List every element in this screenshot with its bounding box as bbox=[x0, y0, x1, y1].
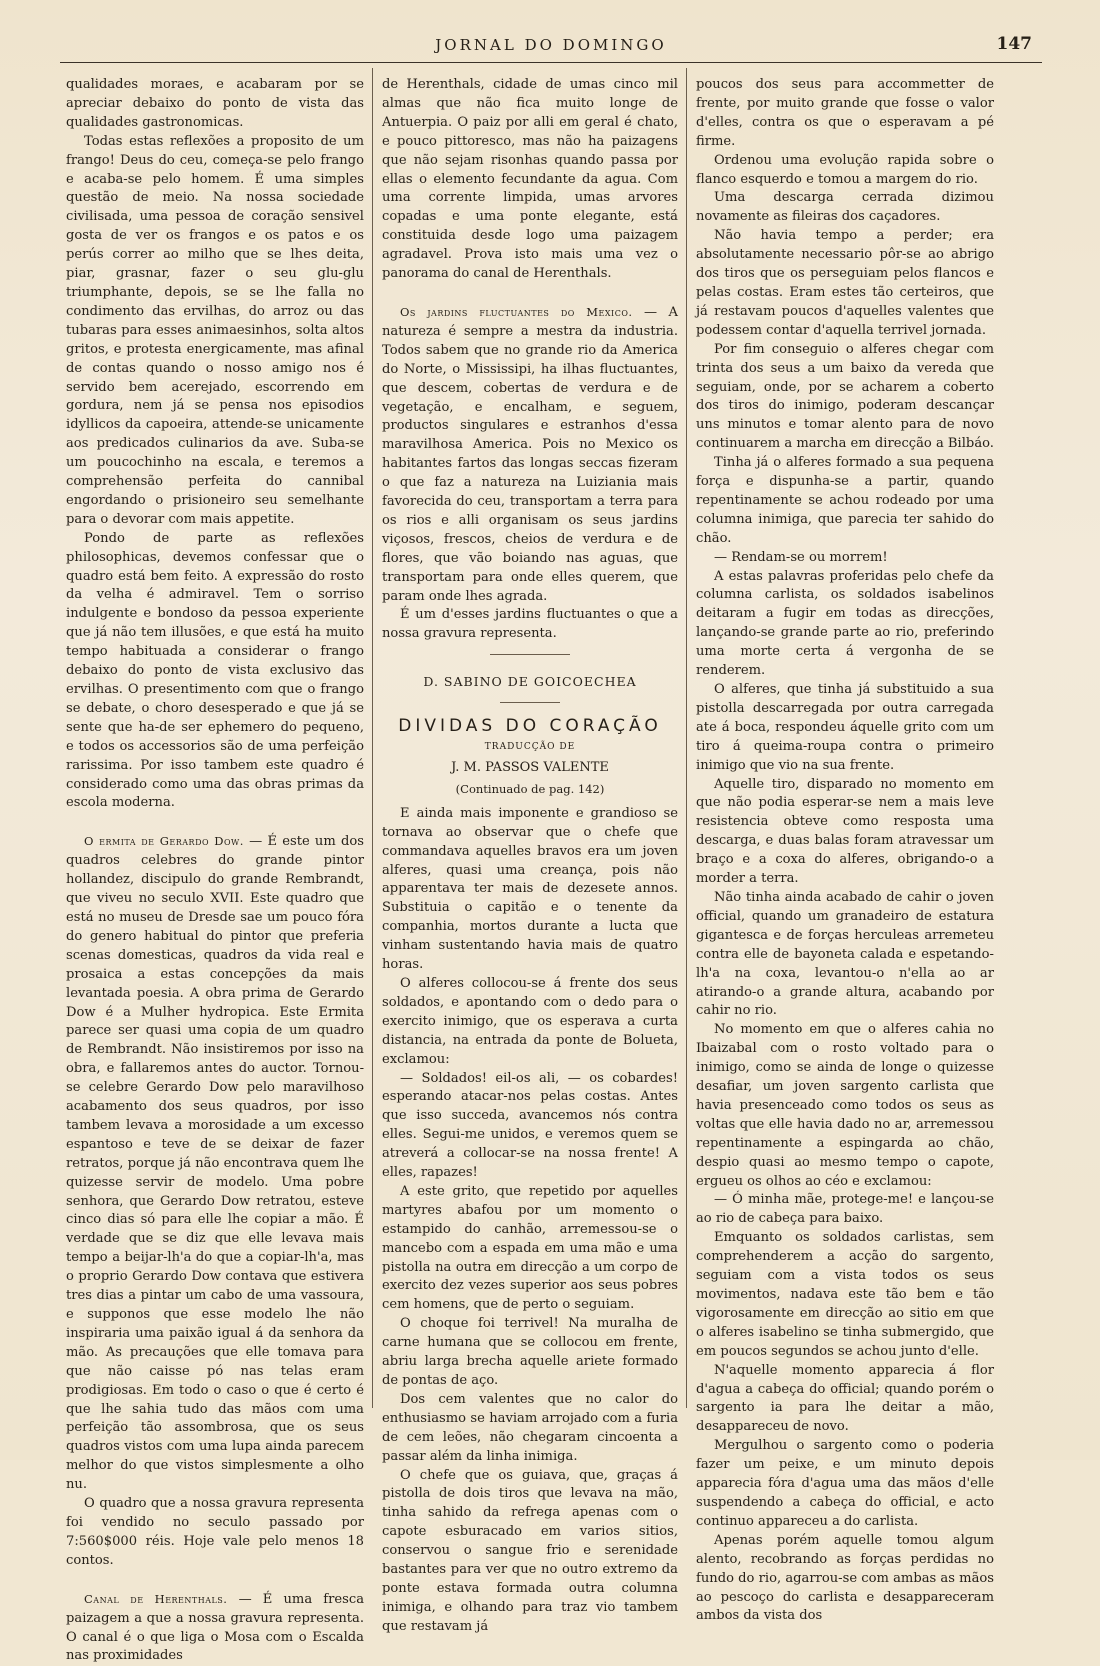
article-ermita bbox=[66, 832, 364, 1495]
article-heading: Canal de Herenthals. bbox=[84, 1591, 228, 1606]
paragraph: Mergulhou o sargento como o poderia fazer um peixe, e um minuto depois apparecia fóra d'agua uma das mãos d'elle suspendendo a cabeça do official, e acto continuo appareceu a do carlista. bbox=[696, 1438, 994, 1529]
paragraph: Não havia tempo a perder; era absolutamente necessario pôr-se ao abrigo dos tiros que os perseguiam pelos flancos e pelas costas. Eram estes tão certeiros, que já restavam poucos d'aquelles valentes que podessem contar d'aquella terrivel jornada. bbox=[696, 228, 994, 338]
story-author: D. SABINO DE GOICOECHEA bbox=[423, 674, 637, 690]
article-body: — É este um dos quadros celebres do grande pintor hollandez, discipulo do grande Rembrandt, que viveu no seculo XVII. Este quadro que está no museu de Dresde sae um pouco fóra do genero habitual do pintor que preferia scenas domesticas, quadros da vida real e prosaica a estas concepções da mais levantada poesia. A obra prima de Gerardo Dow é a Mulher hydropica. Este Ermita parece ser quasi uma copia de um quadro de Rembrandt. Não insistiremos por isso na obra, e fallaremos antes do auctor. Tornou-se celebre Gerardo Dow pelo maravilhoso acabamento dos seus quadros, por isso tambem levava a morosidade a um excesso espantoso e teve de se deixar de fazer retratos, porque já não encontrava quem lhe quizesse servir de modelo. Uma pobre senhora, que Gerardo Dow retratou, esteve cinco dias só para elle lhe copiar a mão. É verdade que se diz que elle levava mais tempo a beijar-lh'a do que a copiar-lh'a, mas o proprio Gerardo Dow contava que estivera tres dias a pintar um cabo de uma vassoura, e supponos que esse modelo lhe não inspiraria uma paixão igual á da senhora da mão. As precauções que elle tomava para que não caisse pó nas telas eram prodigiosas. Em todo o caso o que é certo é que lhe sahia tudo das mãos com uma perfeição tão assombrosa, que os seus quadros vistos com uma lupa ainda parecem melhor do que vistos simplesmente a olho nu. bbox=[66, 834, 364, 1493]
paragraph: Por fim conseguio o alferes chegar com trinta dos seus a um baixo da vereda que seguiam, onde, por se acharem a coberto dos tiros do inimigo, poderam descançar uns minutos e tomar alento para de novo continuarem a marcha em direcção a Bilbáo. bbox=[696, 341, 994, 452]
column-1 bbox=[66, 76, 364, 1666]
continued-note: (Continuado de pag. 142) bbox=[455, 781, 605, 796]
translation-label: TRADUCÇÃO DE bbox=[484, 742, 576, 753]
paragraph: qualidades moraes, e acabaram por se apreciar debaixo do ponto de vista das qualidades gastronomicas. bbox=[66, 77, 364, 130]
paragraph: Pondo de parte as reflexões philosophicas, devemos confessar que o quadro está bem feito. A expressão do rosto da velha é admiravel. Tem o sorriso indulgente e bondoso da pessoa experiente que já não tem illusões, e que está ha muito tempo habituada a considerar o frango debaixo do ponto de vista exclusivo das ervilhas. O presentimento com que o frango se debate, o choro desesperado e que já se sente que ha-de ser ephemero do pequeno, e todos os accessorios são de uma perfeição rarissima. Por isso tambem este quadro é considerado como uma das obras primas da escola moderna. bbox=[66, 530, 364, 811]
paragraph: Dos cem valentes que no calor do enthusiasmo se haviam arrojado com a furia de cem leões, não chegaram cincoenta a passar além da linha inimiga. bbox=[382, 1391, 678, 1464]
paragraph: — Soldados! eil-os ali, — os cobardes! esperando atacar-nos pelas costas. Antes que isso succeda, avancemos nós contra elles. Segui-me unidos, e veremos quem se atreverá a collocar-se na nossa frente! A elles, rapazes! bbox=[382, 1070, 678, 1181]
paragraph: Apenas porém aquelle tomou algum alento, recobrando as forças perdidas no fundo do rio, agarrou-se com ambas as mãos ao pescoço do carlista e desappareceram ambos da vista dos bbox=[696, 1532, 994, 1624]
article-canal bbox=[66, 1590, 364, 1666]
paragraph: poucos dos seus para accommetter de frente, por muito grande que fosse o valor d'elles, contra os que o esperavam a pé firme. bbox=[696, 77, 994, 149]
paragraph: Tinha já o alferes formado a sua pequena força e dispunha-se a partir, quando repentinamente se achou rodeado por uma columna inimiga, que parecia ter sahido do chão. bbox=[696, 455, 994, 546]
paragraph: de Herenthals, cidade de umas cinco mil almas que não fica muito longe de Antuerpia. O paiz por alli em geral é chato, e pouco pittoresco, mas não ha paizagens que não sejam risonhas quando passa por ellas o elemento fecundante da agua. Com uma corrente limpida, umas arvores copadas e uma ponte elegante, está constituida desde logo uma paizagem agradavel. Prova isto mais uma vez o panorama do canal de Herenthals. bbox=[382, 77, 678, 282]
paragraph: Emquanto os soldados carlistas, sem comprehenderem a acção do sargento, seguiam com a vista todos os seus movimentos, nadava este tão bem e tão vigorosamente em direcção ao sitio em que o alferes isabelino se tinha submergido, que em poucos segundos se achou junto d'elle. bbox=[696, 1230, 994, 1359]
paragraph: — Rendam-se ou morrem! bbox=[714, 549, 888, 565]
paragraph: Não tinha ainda acabado de cahir o joven official, quando um granadeiro de estatura gigantesca e de forças herculeas arremeteu contra elle de bayoneta calada e espetando-lh'a na coxa, levantou-o n'ella ao ar atirando-o a grande altura, acabando por cahir no rio. bbox=[696, 889, 994, 1019]
paragraph: No momento em que o alferes cahia no Ibaizabal com o rosto voltado para o inimigo, como se ainda de longe o quizesse desafiar, um joven sargento carlista que havia presenceado como todos os seus as voltas que elle havia dado no ar, arremessou repentinamente a espingarda ao chão, despio quasi ao mesmo tempo o capote, ergueu os olhos ao céo e exclamou: bbox=[696, 1022, 994, 1189]
paragraph: A estas palavras proferidas pelo chefe da columna carlista, os soldados isabelinos deitaram a fugir em todas as direcções, lançando-se grande parte ao rio, preferindo uma morte certa á vergonha de se renderem. bbox=[696, 568, 994, 679]
paragraph: Todas estas reflexões a proposito de um frango! Deus do ceu, começa-se pelo frango e acaba-se pelo homem. É uma simples questão de meio. Na nossa sociedade civilisada, uma pessoa de coração sensivel gosta de ver os frangos e os patos e os perús correr ao milho que se lhes deita, piar, grasnar, fazer o seu glu-glu triumphante, depois, se se lhe falla no condimento das ervilhas, do arroz ou das tubaras para esses animaesinhos, solta altos gritos, e protesta energicamente, mas afinal de contas quando o nosso amigo nos é servido bem acerejado, escorrendo em gordura, nem já se pensa nos episodios idyllicos da capoeira, attende-se unicamente aos predicados culinarios da ave. Suba-se um poucochinho na escala, e teremos a comprehensão perfeita do cannibal engordando o prisioneiro seu semelhante para o devorar com mais appetite. bbox=[66, 133, 364, 527]
paragraph: Uma descarga cerrada dizimou novamente as fileiras dos caçadores. bbox=[696, 190, 994, 225]
paragraph: A este grito, que repetido por aquelles martyres abafou por um momento o estampido do canhão, arremessou-se o mancebo com a espada em uma mão e uma pistolla na outra em direcção a um corpo de exercito dez vezes superior aos seus pobres cem homens, que de perto o seguiam. bbox=[382, 1183, 678, 1313]
column-3 bbox=[696, 76, 994, 1626]
paragraph: Ordenou uma evolução rapida sobre o flanco esquerdo e tomou a margem do rio. bbox=[696, 152, 994, 187]
article-jardins bbox=[382, 303, 678, 607]
separator-rule bbox=[490, 654, 570, 655]
paragraph: E ainda mais imponente e grandioso se tornava ao observar que o chefe que commandava aquelles bravos era um joven alferes, quasi uma creança, pois não apparentava ter mais de dezesete annos. Substituia o capitão e o tenente da companhia, mortos durante a lucta que vinham sustentando havia mais de quatro horas. bbox=[382, 805, 678, 973]
paragraph: Aquelle tiro, disparado no momento em que não podia esperar-se nem a mais leve resistencia obteve como resposta uma descarga, e duas balas foram atravessar um braço e a coxa do alferes, obrigando-o a morder a terra. bbox=[696, 776, 994, 887]
paragraph: O choque foi terrivel! Na muralha de carne humana que se collocou em frente, abriu larga brecha aquelle ariete formado de pontas de aço. bbox=[382, 1316, 678, 1388]
header-rule bbox=[60, 62, 1042, 63]
paragraph: O chefe que os guiava, que, graças á pistolla de dois tiros que levava na mão, tinha sahido da refrega apenas com o capote esburacado em varios sitios, conservou o sangue frio e serenidade bastantes para ver que no outro extremo da ponte estava formada outra columna inimiga, e olhando para traz vio tambem que restavam já bbox=[382, 1467, 678, 1634]
paragraph: O alferes collocou-se á frente dos seus soldados, e apontando com o dedo para o exercito inimigo, que os esperava a curta distancia, na entrada da ponte de Bolueta, exclamou: bbox=[382, 975, 678, 1067]
page-number: 147 bbox=[996, 34, 1032, 54]
paragraph: N'aquelle momento apparecia á flor d'agua a cabeça do official; quando porém o sargento ia para lhe deitar a mão, desappareceu de novo. bbox=[696, 1362, 994, 1435]
running-header bbox=[60, 36, 1042, 62]
paragraph: O quadro que a nossa gravura representa foi vendido no seculo passado por 7:560$000 réis. Hoje vale pelo menos 18 contos. bbox=[66, 1496, 364, 1568]
column-divider-2 bbox=[686, 68, 687, 1408]
paragraph: É um d'esses jardins fluctuantes o que a nossa gravura representa. bbox=[382, 607, 678, 642]
paragraph: — Ó minha mãe, protege-me! e lançou-se ao rio de cabeça para baixo. bbox=[696, 1192, 994, 1227]
story-title: DIVIDAS DO CORAÇÃO bbox=[398, 716, 662, 737]
article-heading: Os jardins fluctuantes do Mexico. bbox=[400, 304, 633, 319]
translator-name: J. M. PASSOS VALENTE bbox=[451, 760, 609, 775]
article-heading: O ermita de Gerardo Dow. bbox=[84, 834, 244, 849]
column-2 bbox=[382, 76, 678, 1637]
column-divider-1 bbox=[372, 68, 373, 1408]
article-body: — A natureza é sempre a mestra da industria. Todos sabem que no grande rio da America do Norte, o Mississipi, ha ilhas fluctuantes, que descem, cobertas de verdura e de vegetação, e encalham, e seguem, productos singulares e estranhos d'essa maravilhosa America. Pois no Mexico os habitantes fartos das longas seccas fizeram o que faz a natureza na Luiziania mais favorecida do ceu, transportam a terra para os rios e alli organisam os seus jardins viçosos, frescos, cheios de verdura e de flores, que vão boiando nas aguas, que transportam para onde elles querem, que param onde lhes agrada. bbox=[382, 304, 678, 604]
article-body: — É uma fresca paizagem a que a nossa gravura representa. O canal é o que liga o Mosa com o Escalda nas proximidades bbox=[66, 1591, 364, 1664]
paragraph: O alferes, que tinha já substituido a sua pistolla descarregada por outra carregada ate á boca, respondeu áquelle grito com um tiro á queima-roupa contra o primeiro inimigo que vio na sua frente. bbox=[696, 682, 994, 773]
journal-title: JORNAL DO DOMINGO bbox=[435, 36, 667, 54]
separator-rule bbox=[500, 702, 560, 703]
